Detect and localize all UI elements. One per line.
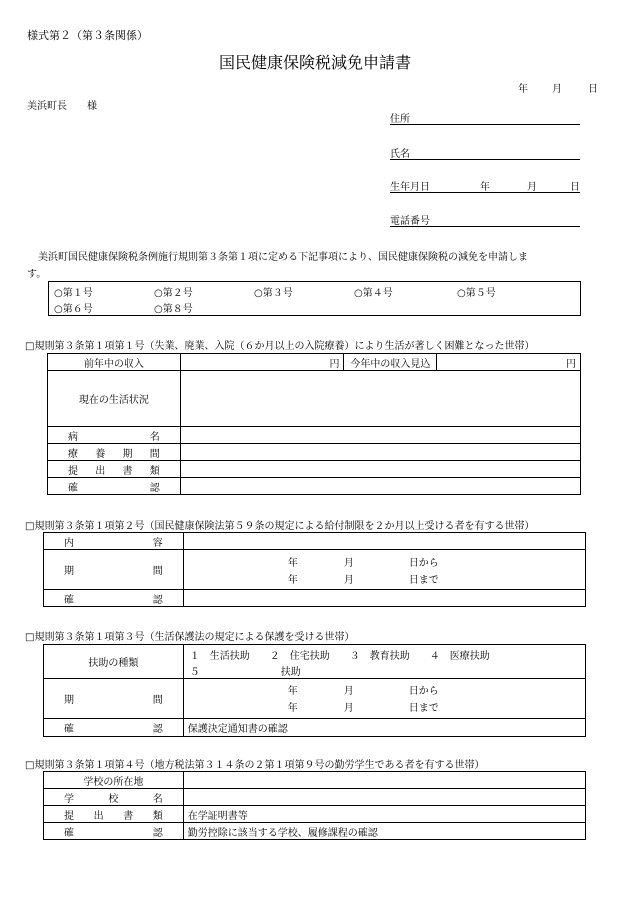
yen-unit: 円 [566,358,576,370]
prev-income-value[interactable] [180,354,344,371]
school-address-label: 学校の所在地 [44,772,184,789]
docs-value: 在学証明書等 [183,806,585,823]
name-field[interactable] [390,145,580,160]
phone-label: 電話番号 [390,216,430,227]
docs-value[interactable] [180,461,580,478]
content-value[interactable] [183,533,585,550]
section-2-heading: □規則第３条第１項第２号（国民健康保険法第５９条の規定による給付制限を２か月以上受ける者を有する世帯） [25,521,535,532]
from-label: 日から [408,686,439,697]
month-label: 月 [343,558,354,569]
date-month[interactable]: 月 [552,84,562,95]
aid-type-label: 扶助の種類 [44,645,184,679]
aid-options-line-1: １ 生活扶助 ２ 住宅扶助 ３ 教育扶助 ４ 医療扶助 [189,651,490,662]
yen-unit: 円 [329,358,340,370]
option-8[interactable]: ○第８号 [154,304,193,315]
docs-label: 提出書類 [48,461,181,478]
month-label: 月 [343,686,354,697]
year-label: 年 [287,686,298,697]
school-name-value[interactable] [183,789,585,806]
school-name-label: 学校名 [44,789,184,806]
living-value[interactable] [180,371,580,427]
school-address-value[interactable] [183,772,585,789]
confirm-value[interactable] [183,590,585,607]
docs-label: 提出書類 [44,806,184,823]
expected-income-label: 今年中の収入見込 [344,354,437,371]
section-1-table [47,353,581,495]
birth-day: 日 [570,182,580,193]
section-1-heading: □規則第３条第１項第１号（失業、廃業、入院（６か月以上の入院療養）により生活が著しく困難となった世帯） [25,341,535,352]
section-3-heading: □規則第３条第１項第３号（生活保護法の規定による保護を受ける世帯） [25,632,355,643]
options-box [48,281,581,316]
confirm-label: 確認 [44,719,184,737]
aid-option-5-text: 扶助 [280,667,301,678]
prev-income-label: 前年中の収入 [48,354,181,371]
confirm-value: 保護決定通知書の確認 [183,719,585,737]
period-value[interactable] [183,550,585,590]
option-6[interactable]: ○第６号 [54,304,93,315]
option-1[interactable]: ○第１号 [54,288,93,299]
aid-option-5-number: ５ [189,667,200,678]
year-label: 年 [287,558,298,569]
period-label: 期間 [44,679,184,719]
aid-type-value[interactable] [183,645,585,679]
to-label: 日まで [408,575,439,586]
section-3-table [43,644,586,737]
confirm-value: 勤労控除に該当する学校、履修課程の確認 [183,823,585,840]
confirm-label: 確認 [44,823,184,840]
address-field[interactable] [390,110,580,125]
year-label: 年 [287,575,298,586]
birth-year: 年 [480,182,490,193]
content-label: 内容 [44,533,184,550]
confirm-label: 確認 [44,590,184,607]
section-4-heading: □規則第３条第１項第４号（地方税法第３１４条の２第１項第９号の勤労学生である者を有する世帯） [25,760,485,771]
living-label: 現在の生活状況 [48,371,181,427]
birth-field[interactable] [390,178,580,193]
option-3[interactable]: ○第３号 [254,288,293,299]
intro-line-2: す。 [27,269,47,280]
from-label: 日から [408,558,439,569]
disease-value[interactable] [180,427,580,444]
option-5[interactable]: ○第５号 [457,288,496,299]
section-4-table [43,771,586,840]
phone-field[interactable] [390,212,580,227]
month-label: 月 [343,575,354,586]
year-label: 年 [287,703,298,714]
option-4[interactable]: ○第４号 [354,288,393,299]
date-day[interactable]: 日 [588,84,598,95]
address-label: 住所 [390,114,410,125]
option-2[interactable]: ○第２号 [154,288,193,299]
month-label: 月 [343,703,354,714]
period-value[interactable] [180,444,580,461]
addressee: 美浜町長 様 [27,101,97,112]
section-2-table [43,532,586,607]
page-title: 国民健康保険税減免申請書 [218,53,411,72]
form-label: 様式第２（第３条関係） [27,29,148,42]
birth-month: 月 [527,182,537,193]
to-label: 日まで [408,703,439,714]
name-label: 氏名 [390,149,410,160]
period-label: 期間 [44,550,184,590]
confirm-label: 確認 [48,478,181,495]
disease-label: 病名 [48,427,181,444]
intro-line-1: 美浜町国民健康保険税条例施行規則第３条第１項に定める下記事項により、国民健康保険税の減免を申請しま [38,252,528,263]
period-label: 療養期間 [48,444,181,461]
birth-label: 生年月日 [390,182,430,193]
period-value[interactable] [183,679,585,719]
date-year[interactable]: 年 [518,84,528,95]
expected-income-value[interactable] [437,354,581,371]
confirm-value[interactable] [180,478,580,495]
